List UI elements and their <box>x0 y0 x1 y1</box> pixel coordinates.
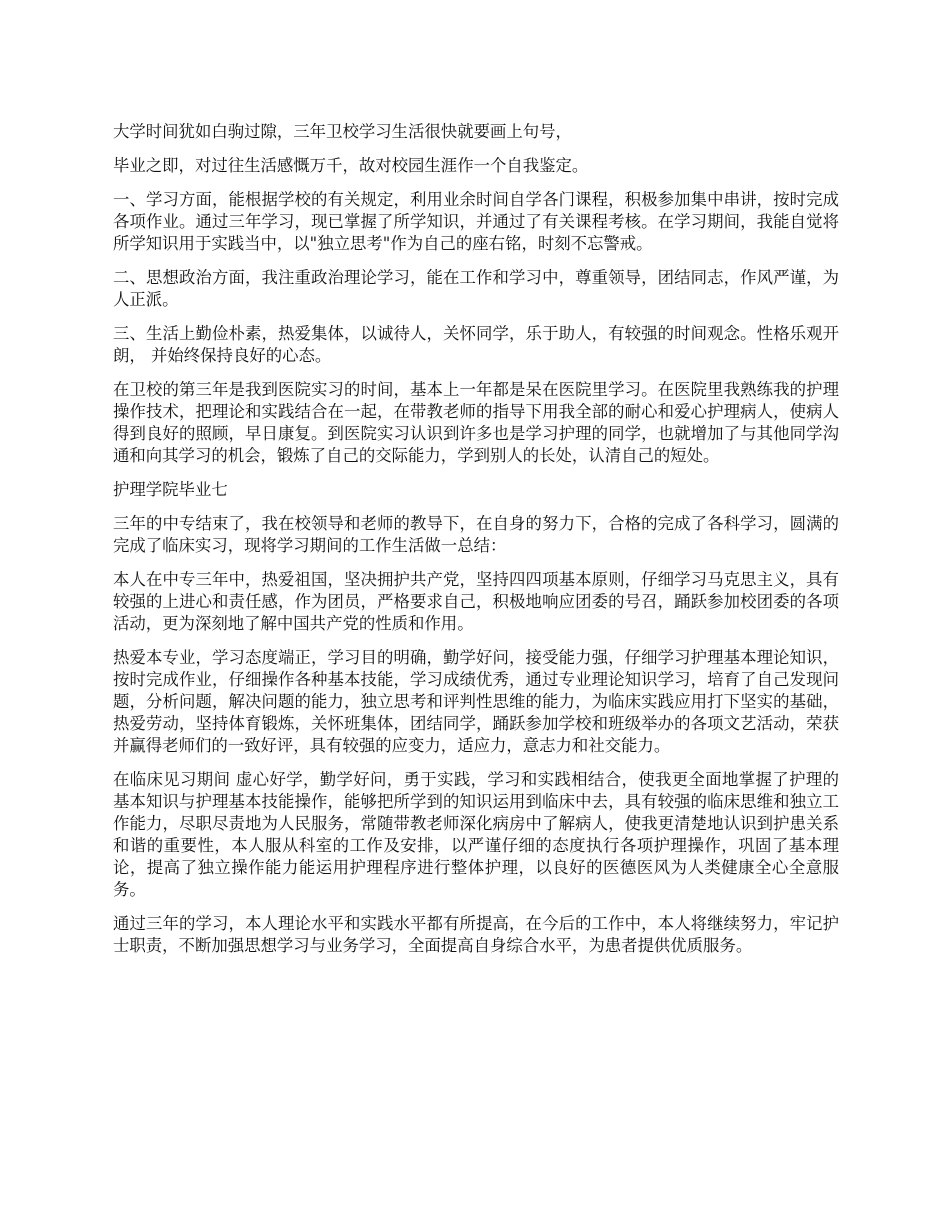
section-heading: 护理学院毕业七 <box>113 480 228 499</box>
intro-line-1: 大学时间犹如白驹过隙，三年卫校学习生活很快就要画上句号， <box>113 122 572 141</box>
study-paragraph: 一、学习方面，能根据学校的有关规定，利用业余时间自学各门课程，积极参加集中串讲，按时完成各项作业。通过三年学习，现已掌握了所学知识，并通过了有关课程考核。在学习期间，我能自觉将所学知识用于实践当中，以"独立思考"作为自己的座右铭，时刻不忘警戒。 <box>113 190 839 253</box>
life-paragraph: 三、生活上勤俭朴素，热爱集体，以诚待人，关怀同学，乐于助人，有较强的时间观念。性格乐观开朗， 并始终保持良好的心态。 <box>113 324 839 365</box>
summary-intro-paragraph: 三年的中专结束了，我在校领导和老师的教导下，在自身的努力下，合格的完成了各科学习，圆满的完成了临床实习，现将学习期间的工作生活做一总结： <box>113 514 839 555</box>
internship-paragraph: 在卫校的第三年是我到医院实习的时间，基本上一年都是呆在医院里学习。在医院里我熟练我的护理操作技术，把理论和实践结合在一起，在带教老师的指导下用我全部的耐心和爱心护理病人，使病人得到良好的照顾，早日康复。到医院实习认识到许多也是学习护理的同学，也就增加了与其他同学沟通和向其学习的机会，锻炼了自己的交际能力，学到别人的长处，认清自己的短处。 <box>113 380 839 465</box>
clinical-paragraph: 在临床见习期间 虚心好学，勤学好问，勇于实践，学习和实践相结合，使我更全面地掌握了护理的基本知识与护理基本技能操作，能够把所学到的知识运用到临床中去，具有较强的临床思维和独立工作能力，尽职尽责地为人民服务，常随带教老师深化病房中了解病人，使我更清楚地认识到护患关系和谐的重要性，本人服从科室的工作及安排，以严谨仔细的态度执行各项护理操作，巩固了基本理论，提高了独立操作能力能运用护理程序进行整体护理，以良好的医德医风为人类健康全心全意服务。 <box>113 770 839 899</box>
intro-line-2: 毕业之即，对过往生活感慨万千，故对校园生涯作一个自我鉴定。 <box>113 156 589 175</box>
politics-paragraph: 二、思想政治方面，我注重政治理论学习，能在工作和学习中，尊重领导，团结同志，作风严谨，为人正派。 <box>113 268 839 309</box>
ideology-paragraph: 本人在中专三年中，热爱祖国，坚决拥护共产党，坚持四四项基本原则，仔细学习马克思主义，具有较强的上进心和责任感，作为团员，严格要求自己，积极地响应团委的号召，踊跃参加校团委的各项活动，更为深刻地了解中国共产党的性质和作用。 <box>113 570 839 633</box>
major-paragraph: 热爱本专业，学习态度端正，学习目的明确，勤学好问，接受能力强，仔细学习护理基本理论知识，按时完成作业，仔细操作各种基本技能，学习成绩优秀，通过专业理论知识学习，培育了自己发现问题，分析问题，解决问题的能力，独立思考和评判性思维的能力，为临床实践应用打下坚实的基础，热爱劳动，坚持体育锻炼，关怀班集体，团结同学，踊跃参加学校和班级举办的各项文艺活动，荣获并赢得老师们的一致好评，具有较强的应变力，适应力，意志力和社交能力。 <box>113 648 839 755</box>
conclusion-paragraph: 通过三年的学习，本人理论水平和实践水平都有所提高，在今后的工作中，本人将继续努力，牢记护士职责，不断加强思想学习与业务学习，全面提高自身综合水平，为患者提供优质服务。 <box>113 914 839 955</box>
document-body <box>113 121 839 969</box>
